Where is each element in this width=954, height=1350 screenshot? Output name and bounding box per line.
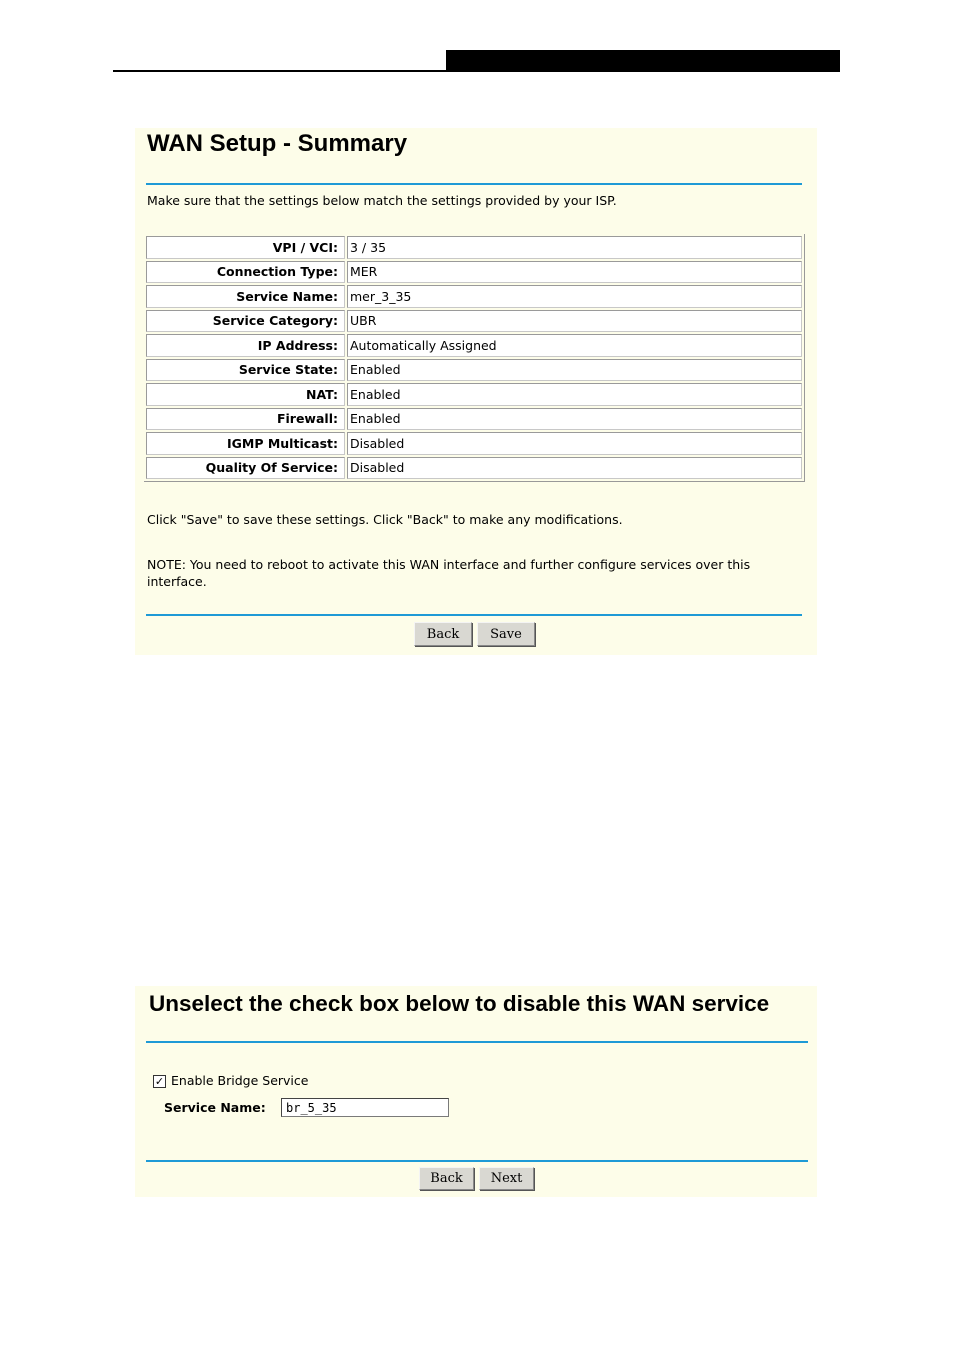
enable-bridge-checkbox[interactable] <box>153 1075 166 1088</box>
row-value: MER <box>347 261 802 284</box>
row-label: NAT: <box>146 383 345 406</box>
row-value: Disabled <box>347 432 802 455</box>
back-button[interactable]: Back <box>414 622 472 646</box>
row-value: Disabled <box>347 457 802 480</box>
note-text: NOTE: You need to reboot to activate this WAN interface and further configure services over this interface. <box>147 557 751 589</box>
row-label: Service Name: <box>146 285 345 308</box>
next-button[interactable]: Next <box>479 1167 534 1190</box>
table-row <box>146 408 802 431</box>
table-row <box>146 383 802 406</box>
table-row <box>146 432 802 455</box>
row-value: Enabled <box>347 408 802 431</box>
top-divider <box>146 183 802 185</box>
row-label: Service State: <box>146 359 345 382</box>
row-label: Quality Of Service: <box>146 457 345 480</box>
bottom-divider <box>146 614 802 616</box>
table-row <box>146 457 802 480</box>
row-label: Service Category: <box>146 310 345 333</box>
service-name-label: Service Name: <box>164 1100 266 1115</box>
row-value: Enabled <box>347 383 802 406</box>
row-label: IGMP Multicast: <box>146 432 345 455</box>
page-title: WAN Setup - Summary <box>147 130 408 157</box>
table-row <box>146 310 802 333</box>
row-label: Connection Type: <box>146 261 345 284</box>
table-row <box>146 359 802 382</box>
row-value: 3 / 35 <box>347 236 802 259</box>
row-value: Enabled <box>347 359 802 382</box>
intro-text: Make sure that the settings below match the settings provided by your ISP. <box>147 193 617 208</box>
header-rule <box>113 70 840 72</box>
table-row <box>146 334 802 357</box>
summary-table <box>144 234 805 482</box>
back-button[interactable]: Back <box>419 1167 474 1190</box>
instruction-text: Click "Save" to save these settings. Click "Back" to make any modifications. <box>147 512 623 527</box>
row-label: Firewall: <box>146 408 345 431</box>
bridge-service-panel <box>135 986 817 1197</box>
table-row <box>146 285 802 308</box>
table-row <box>146 236 802 259</box>
header-bar <box>446 50 840 70</box>
row-value: UBR <box>347 310 802 333</box>
bottom-divider <box>146 1160 808 1162</box>
table-row <box>146 261 802 284</box>
row-value: mer_3_35 <box>347 285 802 308</box>
row-label: IP Address: <box>146 334 345 357</box>
page-title: Unselect the check box below to disable this WAN service <box>149 991 770 1016</box>
checkmark-icon: ✓ <box>154 1075 165 1088</box>
enable-bridge-label: Enable Bridge Service <box>171 1073 309 1088</box>
service-name-input[interactable] <box>281 1098 449 1117</box>
save-button[interactable]: Save <box>477 622 535 646</box>
row-label: VPI / VCI: <box>146 236 345 259</box>
top-divider <box>146 1041 808 1043</box>
wan-setup-summary-panel <box>135 128 817 655</box>
row-value: Automatically Assigned <box>347 334 802 357</box>
